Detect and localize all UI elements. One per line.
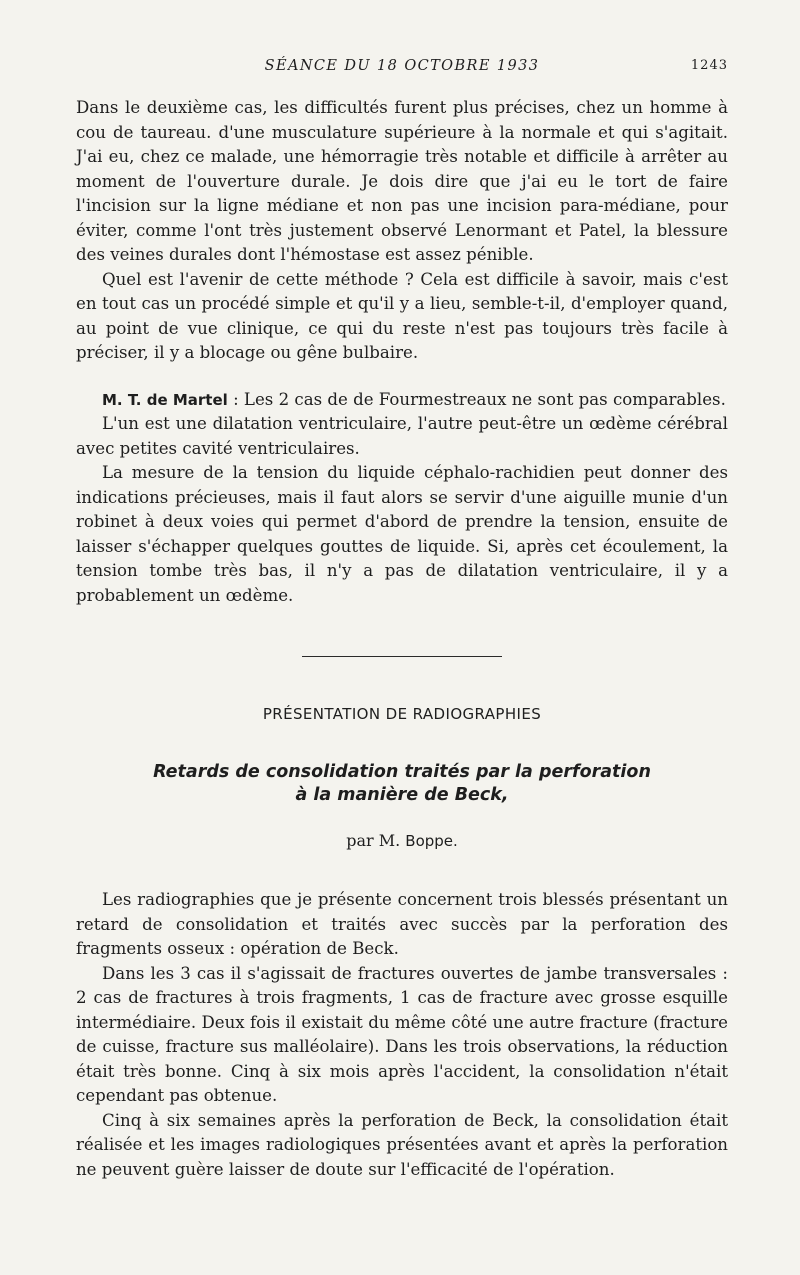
- discussion-paragraph-4: La mesure de la tension du liquide céphalo-rachidien peut donner des indications précieuses, mais il faut alors se servir d'une aiguille munie d'un robinet à deux voies qui permet d'abord de prendre la tension, ensuite de laisser s'échapper quelques gouttes de liquide. Si, après cet écoulement, la tension tombe très bas, il n'y a pas de dilatation ventriculaire, il y a probablement un œdème.: [76, 463, 728, 605]
- speaker-name: M. T. de Martel: [102, 390, 228, 409]
- article-title-line-1: Retards de consolidation traités par la perforation: [153, 762, 651, 782]
- discussion-paragraph-2: Quel est l'avenir de cette méthode ? Cela est difficile à savoir, mais c'est en tout cas un procédé simple et qu'il y a lieu, semble-t-il, d'employer quand, au point de vue clinique, ce qui du reste n'est pas toujours très facile à préciser, il y a blocage ou gêne bulbaire.: [76, 269, 728, 362]
- article-title: [76, 761, 728, 807]
- article-paragraph-3: Cinq à six semaines après la perforation de Beck, la consolidation était réalisée et les images radiologiques présentées avant et après la perforation ne peuvent guère laisser de doute sur l'efficacité de l'opération.: [76, 1110, 728, 1179]
- discussion-paragraph-1: Dans le deuxième cas, les difficultés furent plus précises, chez un homme à cou de taureau. d'une musculature supérieure à la normale et qui s'agitait. J'ai eu, chez ce malade, une hémorragie très notable et difficile à arrêter au moment de l'ouverture durale. Je dois dire que j'ai eu le tort de faire l'incision sur la ligne médiane et non pas une incision para-médiane, pour éviter, comme l'ont très justement observé Lenormant et Patel, la blessure des veines durales dont l'hémostase est assez pénible.: [76, 98, 728, 264]
- discussion-paragraph-3: L'un est une dilatation ventriculaire, l'autre peut-être un œdème cérébral avec petites cavité ventriculaires.: [76, 414, 728, 458]
- article-paragraph-2: Dans les 3 cas il s'agissait de fractures ouvertes de jambe transversales : 2 cas de fractures à trois fragments, 1 cas de fracture avec grosse esquille intermédiaire. Deux fois il existait du même côté une autre fracture (fracture de cuisse, fracture sus malléolaire). Dans les trois observations, la réduction était très bonne. Cinq à six mois après l'accident, la consolidation n'était cependant pas obtenue.: [76, 963, 728, 1105]
- byline-prefix: par M.: [346, 831, 406, 850]
- article-title-line-2: à la manière de Beck,: [295, 785, 509, 805]
- discussion-intervention: [76, 388, 728, 413]
- running-header: [76, 58, 728, 82]
- byline: [76, 831, 728, 850]
- section-heading: PRÉSENTATION DE RADIOGRAPHIES: [262, 705, 542, 723]
- section-divider: [302, 656, 502, 657]
- article-paragraph-1: Les radiographies que je présente concernent trois blessés présentant un retard de consolidation et traités avec succès par la perforation des fragments osseux : opération de Beck.: [76, 890, 728, 958]
- article-body: [76, 888, 728, 1182]
- author-name: Boppe.: [405, 832, 458, 850]
- speaker-text: : Les 2 cas de de Fourmestreaux ne sont pas comparables.: [227, 389, 726, 409]
- page-number: 1243: [690, 58, 728, 73]
- running-title: SÉANCE DU 18 OCTOBRE 1933: [264, 58, 540, 74]
